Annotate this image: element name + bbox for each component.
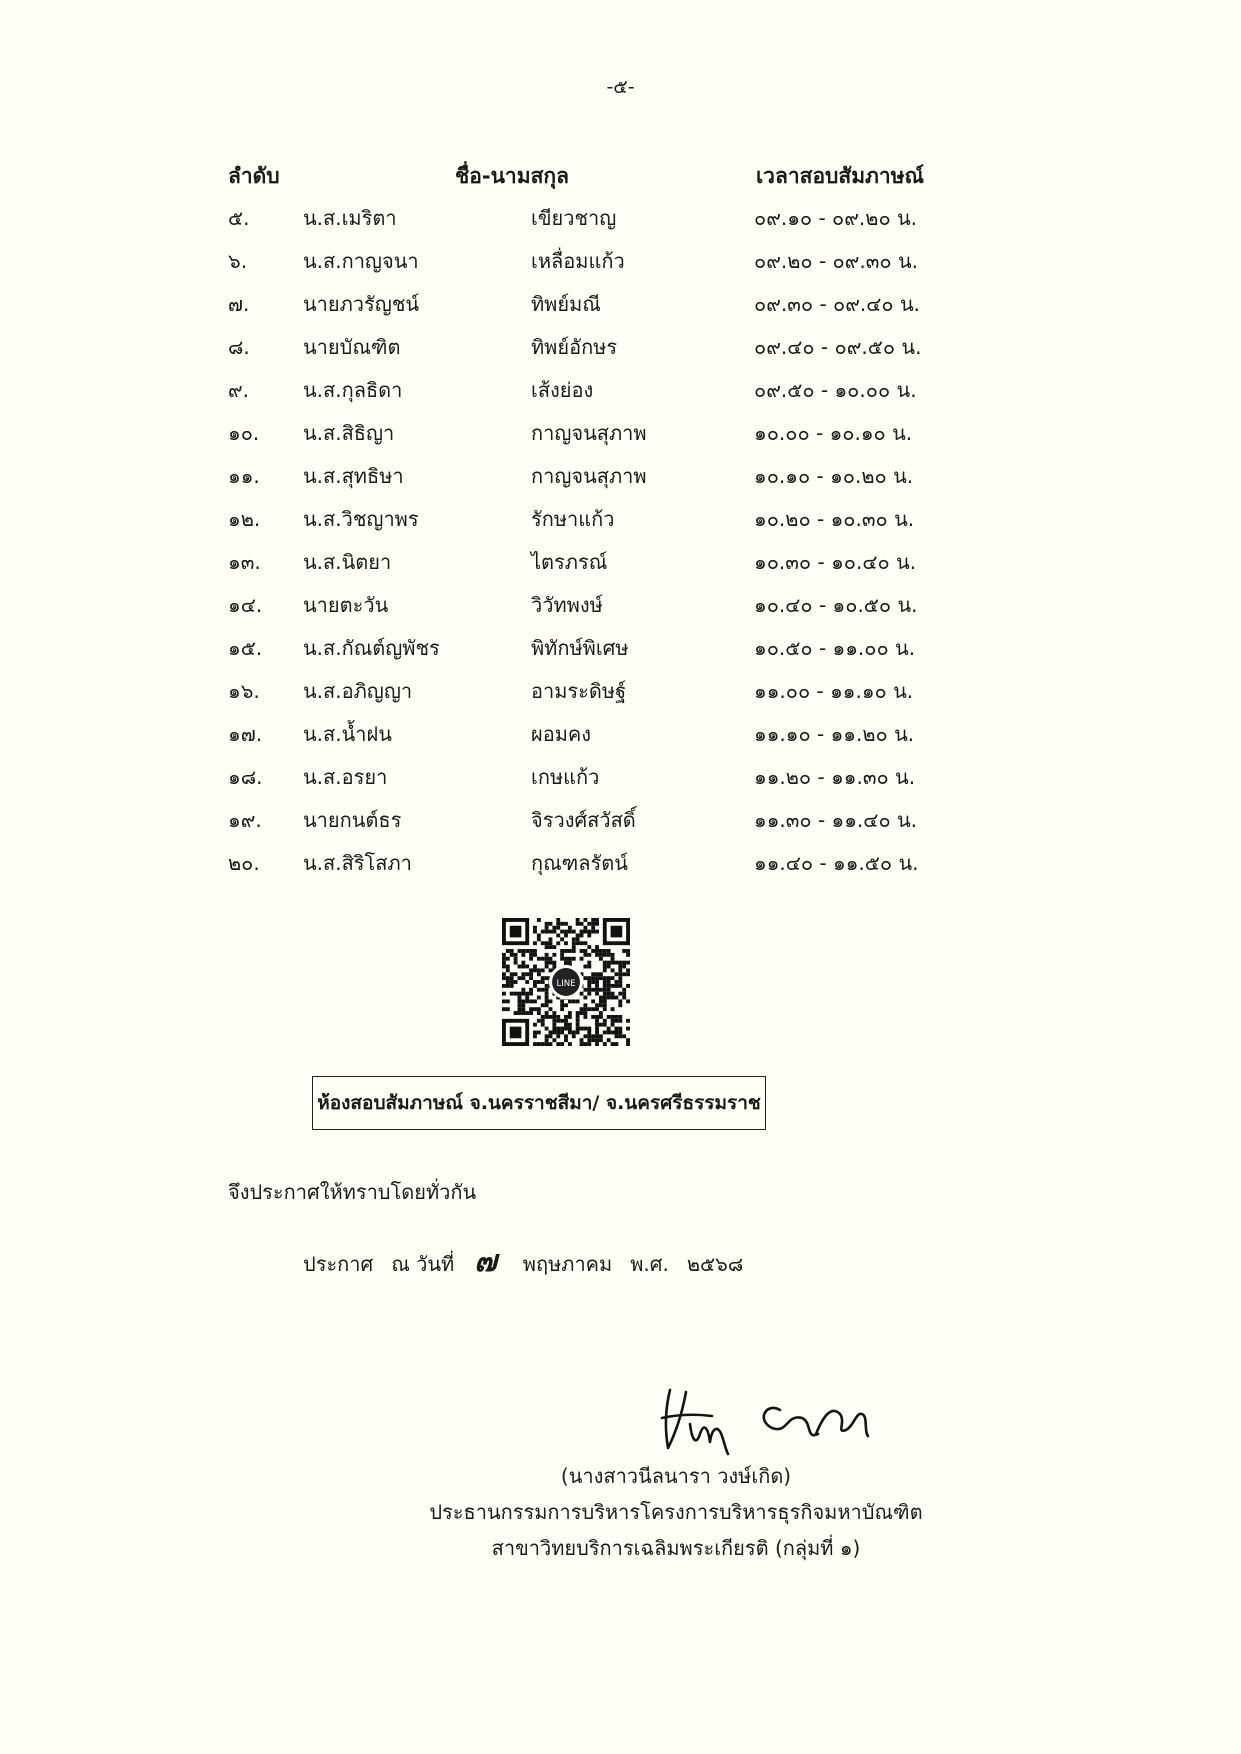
last-name: ทิพย์มณี [531, 292, 601, 316]
first-name: นายตะวัน [303, 593, 389, 617]
row-number: ๘. [228, 335, 250, 359]
qr-code [502, 918, 630, 1046]
last-name: เส้งย่อง [531, 378, 594, 402]
last-name: ผอมคง [531, 722, 592, 746]
first-name: น.ส.กาญจนา [303, 249, 419, 273]
interview-time: ๑๑.๔๐ - ๑๑.๕๐ น. [754, 851, 919, 875]
first-name: น.ส.เมริตา [303, 206, 397, 230]
interview-time: ๐๙.๓๐ - ๐๙.๔๐ น. [754, 292, 920, 316]
finder-bottom-left [502, 1019, 529, 1046]
row-number: ๑๕. [228, 636, 263, 660]
first-name: น.ส.สิริโสภา [303, 851, 412, 875]
date-era: พ.ศ. [630, 1252, 669, 1276]
date-month: พฤษภาคม [522, 1252, 613, 1276]
interview-time: ๑๐.๑๐ - ๑๐.๒๐ น. [754, 464, 914, 488]
table-row [0, 675, 1241, 718]
interview-time: ๐๙.๑๐ - ๐๙.๒๐ น. [754, 206, 918, 230]
table-row [0, 417, 1241, 460]
last-name: ทิพย์อักษร [531, 335, 618, 359]
table-row [0, 718, 1241, 761]
signer-name: (นางสาวนีลนารา วงษ์เกิด) [560, 1464, 792, 1488]
table-row [0, 761, 1241, 804]
page-number: -๕- [606, 76, 635, 98]
last-name: อามระดิษฐ์ [531, 679, 627, 703]
table-row [0, 589, 1241, 632]
row-number: ๒๐. [228, 851, 260, 875]
last-name: รักษาแก้ว [531, 507, 615, 531]
row-number: ๗. [228, 292, 250, 316]
first-name: น.ส.น้ำฝน [303, 722, 392, 746]
first-name: นายบัณฑิต [303, 335, 401, 359]
signer-position-line1: ประธานกรรมการบริหารโครงการบริหารธุรกิจมหาบัณฑิต [429, 1500, 923, 1524]
row-number: ๑๗. [228, 722, 263, 746]
date-year: ๒๕๖๘ [686, 1252, 744, 1276]
first-name: น.ส.กัณต์ญพัชร [303, 636, 440, 660]
last-name: วิวัทพงษ์ [531, 593, 603, 617]
row-number: ๑๑. [228, 464, 260, 488]
interview-time: ๐๙.๕๐ - ๑๐.๐๐ น. [754, 378, 917, 402]
line-logo-label: LINE [556, 978, 576, 989]
interview-schedule-table [0, 202, 1241, 890]
last-name: ไตรภรณ์ [531, 550, 608, 574]
table-row [0, 804, 1241, 847]
date-prefix: ประกาศ [303, 1252, 374, 1276]
last-name: เขียวชาญ [531, 206, 617, 230]
row-number: ๙. [228, 378, 250, 402]
column-header-name: ชื่อ-นามสกุล [455, 164, 569, 188]
interview-time: ๑๐.๐๐ - ๑๐.๑๐ น. [754, 421, 913, 445]
interview-time: ๑๐.๒๐ - ๑๐.๓๐ น. [754, 507, 915, 531]
date-day: ๗ [474, 1244, 497, 1279]
first-name: นายภวรัญชน์ [303, 292, 420, 316]
last-name: เหลื่อมแก้ว [531, 249, 625, 273]
signer-position-line2: สาขาวิทยบริการเฉลิมพระเกียรติ (กลุ่มที่ ๑) [491, 1536, 861, 1560]
row-number: ๑๐. [228, 421, 260, 445]
first-name: น.ส.นิตยา [303, 550, 392, 574]
table-row [0, 374, 1241, 417]
row-number: ๑๘. [228, 765, 263, 789]
last-name: จิรวงศ์สวัสดิ์ [531, 808, 636, 832]
row-number: ๑๔. [228, 593, 263, 617]
table-row [0, 847, 1241, 890]
interview-time: ๑๐.๕๐ - ๑๑.๐๐ น. [754, 636, 916, 660]
first-name: น.ส.วิชญาพร [303, 507, 419, 531]
interview-time: ๑๑.๑๐ - ๑๑.๒๐ น. [754, 722, 915, 746]
last-name: กาญจนสุภาพ [531, 421, 647, 445]
last-name: กุณฑลรัตน์ [531, 851, 628, 875]
first-name: น.ส.อภิญญา [303, 679, 413, 703]
first-name: น.ส.กุลธิดา [303, 378, 403, 402]
table-row [0, 288, 1241, 331]
interview-time: ๑๐.๓๐ - ๑๐.๔๐ น. [754, 550, 917, 574]
first-name: นายกนต์ธร [303, 808, 402, 832]
announcement-text: จึงประกาศให้ทราบโดยทั่วกัน [228, 1180, 477, 1204]
interview-time: ๑๑.๒๐ - ๑๑.๓๐ น. [754, 765, 916, 789]
interview-room-box [312, 1076, 766, 1130]
first-name: น.ส.อรยา [303, 765, 388, 789]
first-name: น.ส.สิธิญา [303, 421, 395, 445]
row-number: ๑๒. [228, 507, 261, 531]
table-row [0, 632, 1241, 675]
last-name: กาญจนสุภาพ [531, 464, 647, 488]
table-row [0, 546, 1241, 589]
announcement-date [303, 1238, 743, 1285]
first-name: น.ส.สุทธิษา [303, 464, 404, 488]
interview-time: ๑๑.๓๐ - ๑๑.๔๐ น. [754, 808, 918, 832]
date-at: ณ วันที่ [391, 1252, 455, 1276]
interview-time: ๐๙.๔๐ - ๐๙.๕๐ น. [754, 335, 922, 359]
table-row [0, 331, 1241, 374]
table-row [0, 245, 1241, 288]
table-row [0, 460, 1241, 503]
interview-time: ๑๐.๔๐ - ๑๐.๕๐ น. [754, 593, 918, 617]
row-number: ๕. [228, 206, 250, 230]
finder-top-left [502, 918, 529, 945]
column-header-order: ลำดับ [228, 164, 280, 188]
row-number: ๑๙. [228, 808, 262, 832]
finder-top-right [603, 918, 630, 945]
last-name: พิทักษ์พิเศษ [531, 636, 629, 660]
interview-room-label: ห้องสอบสัมภาษณ์ จ.นครราชสีมา/ จ.นครศรีธรรมราช [317, 1092, 761, 1114]
row-number: ๑๖. [228, 679, 260, 703]
table-row [0, 503, 1241, 546]
row-number: ๖. [228, 249, 248, 273]
interview-time: ๑๑.๐๐ - ๑๑.๑๐ น. [754, 679, 914, 703]
row-number: ๑๓. [228, 550, 261, 574]
column-header-time: เวลาสอบสัมภาษณ์ [756, 164, 925, 188]
last-name: เกษแก้ว [531, 765, 600, 789]
interview-time: ๐๙.๒๐ - ๐๙.๓๐ น. [754, 249, 919, 273]
table-row [0, 202, 1241, 245]
handwritten-signature [656, 1384, 886, 1456]
